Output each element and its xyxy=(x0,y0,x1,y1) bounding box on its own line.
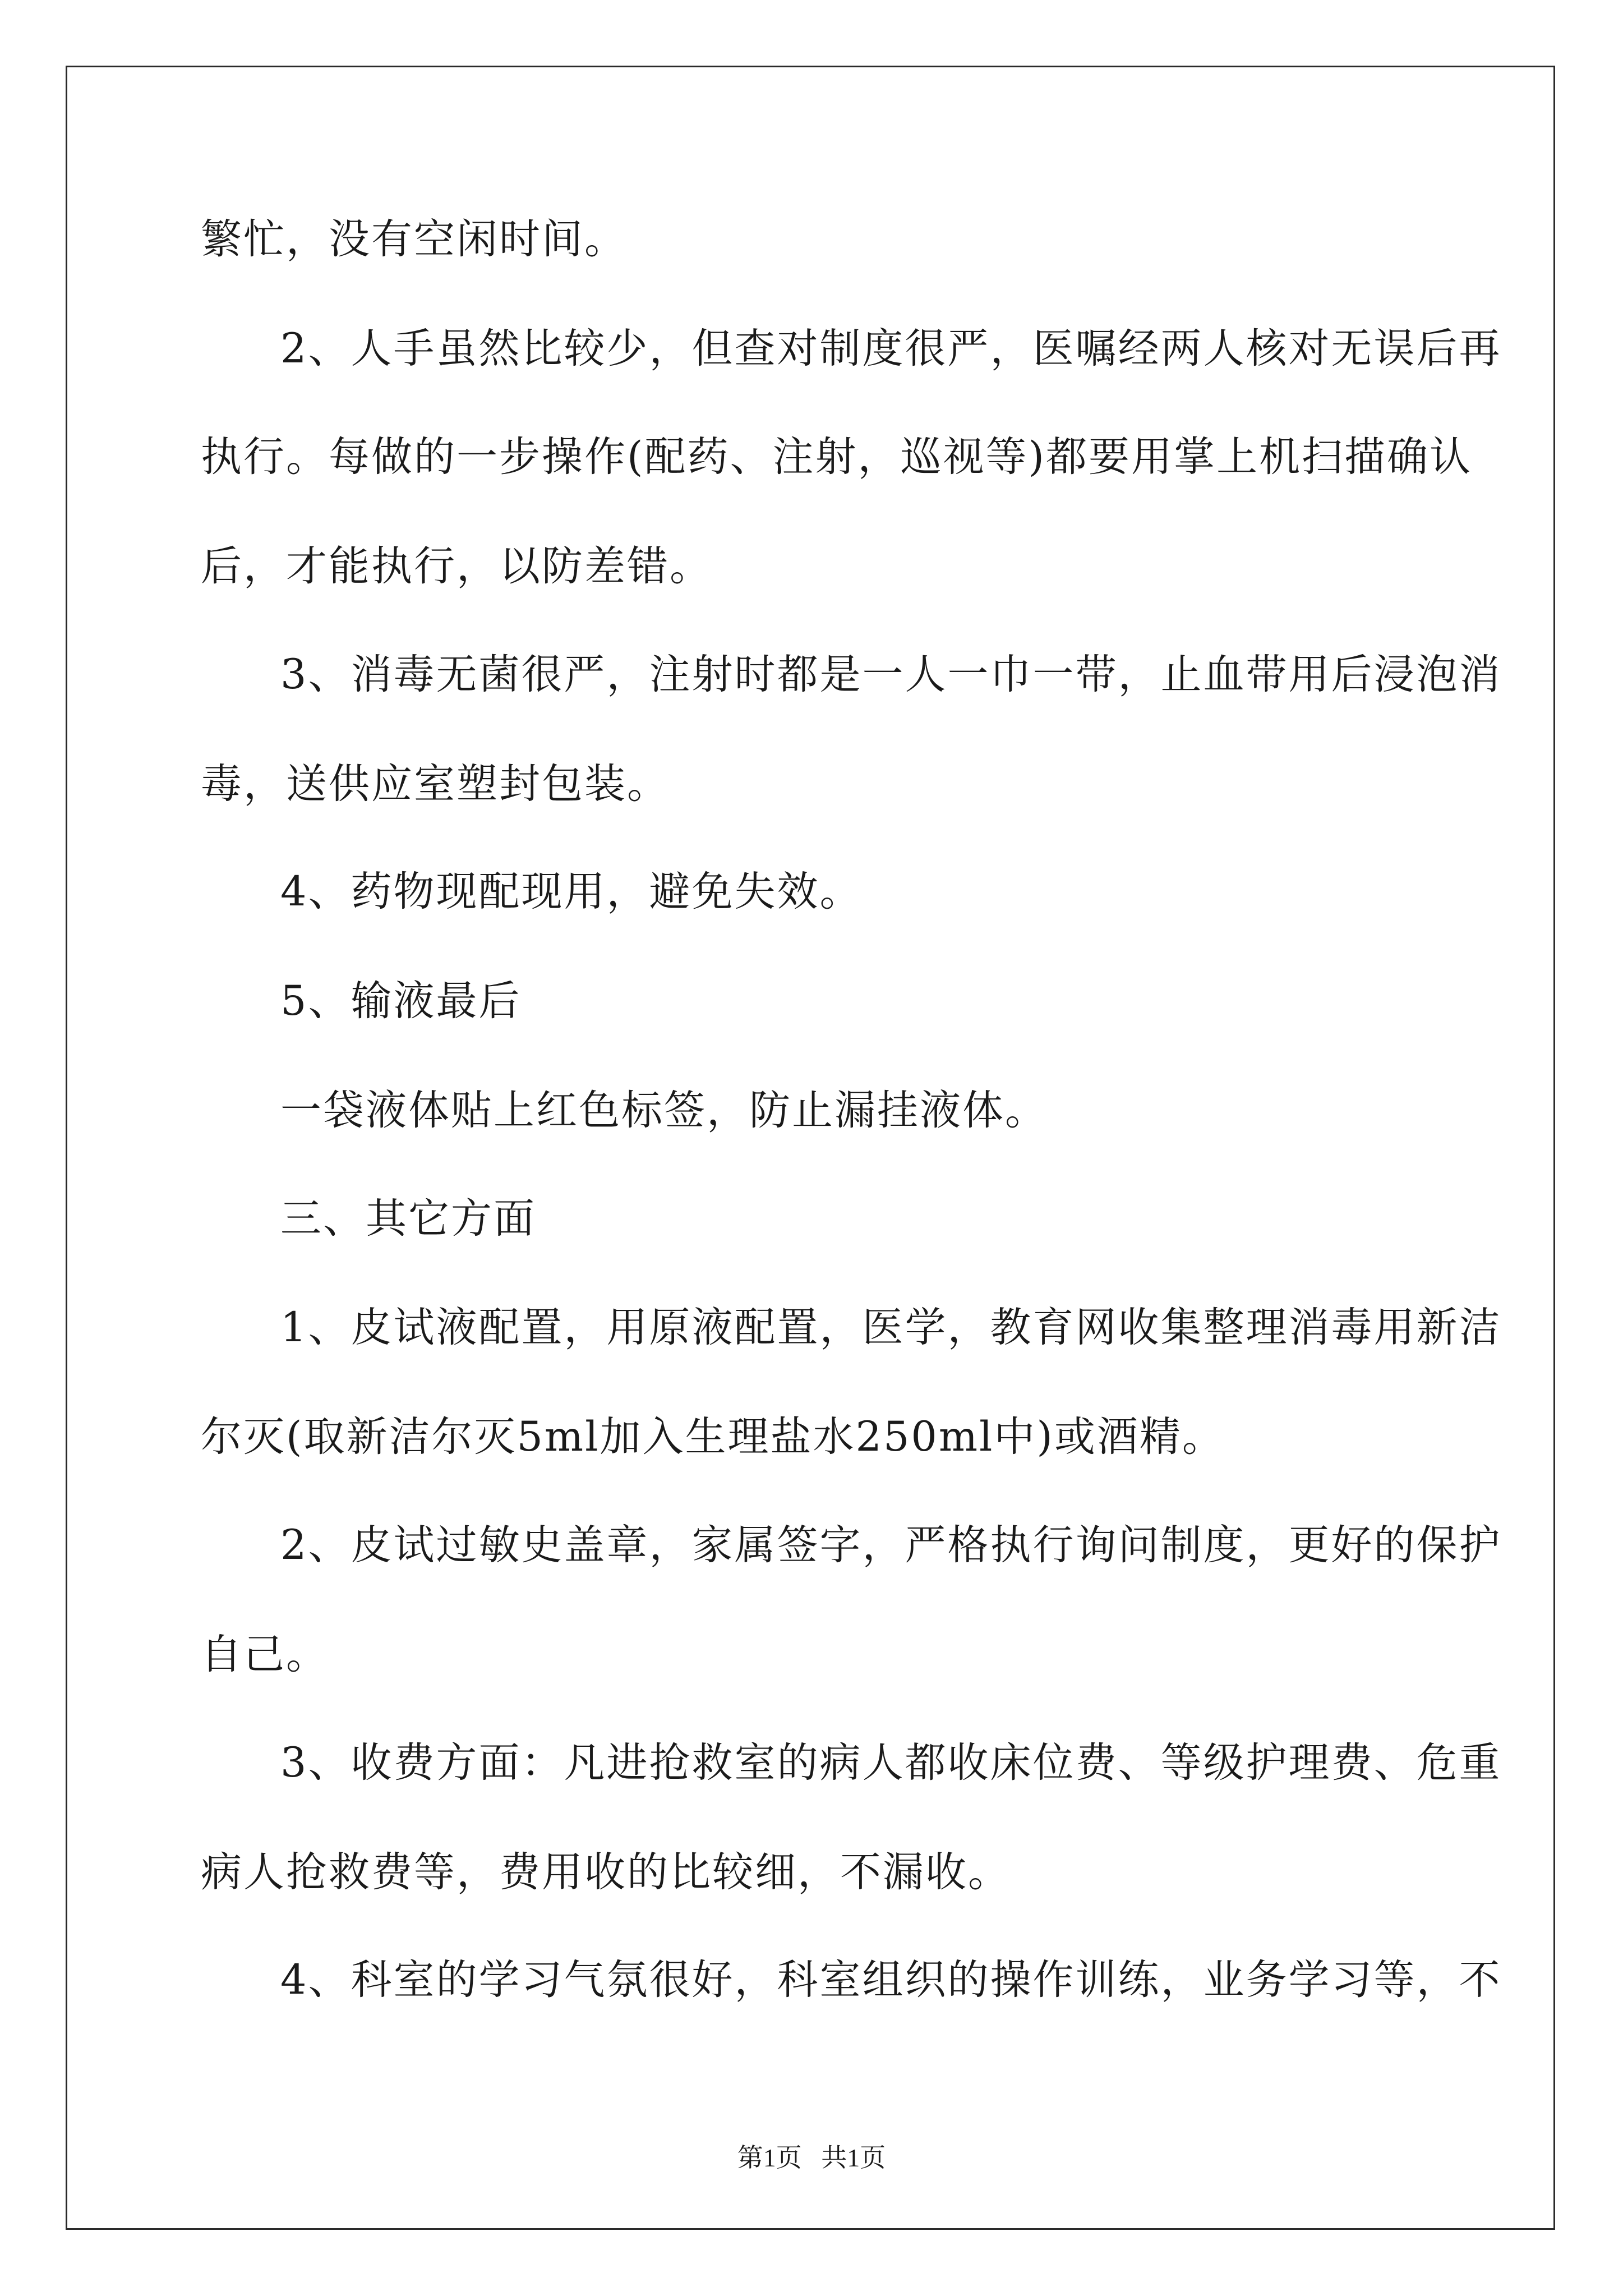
text-line: 自己。 xyxy=(201,1631,329,1678)
text-line: 毒，送供应室塑封包装。 xyxy=(201,760,670,808)
text-line: 尔灭(取新洁尔灭5ml加入生理盐水250ml中)或酒精。 xyxy=(201,1413,1225,1461)
text-line: 4、药物现配现用，避免失效。 xyxy=(280,868,863,915)
text-line: 2、皮试过敏史盖章，家属签字，严格执行询问制度，更好的保护 xyxy=(280,1521,1502,1569)
text-line: 执行。每做的一步操作(配药、注射，巡视等)都要用掌上机扫描确认 xyxy=(201,433,1472,481)
page-number: 第1页 共1页 xyxy=(737,2143,886,2172)
text-line: 病人抢救费等，费用收的比较细，不漏收。 xyxy=(201,1848,1011,1896)
page-border xyxy=(66,66,1555,2230)
text-line: 一袋液体贴上红色标签，防止漏挂液体。 xyxy=(280,1087,1048,1134)
text-line: 3、收费方面：凡进抢救室的病人都收床位费、等级护理费、危重 xyxy=(280,1739,1502,1787)
text-line: 1、皮试液配置，用原液配置，医学，教育网收集整理消毒用新洁 xyxy=(280,1304,1502,1351)
text-line: 后，才能执行，以防差错。 xyxy=(201,542,712,590)
text-line: 5、输液最后 xyxy=(280,977,522,1025)
section-heading: 三、其它方面 xyxy=(280,1195,536,1243)
text-line: 3、消毒无菌很严，注射时都是一人一巾一带，止血带用后浸泡消 xyxy=(280,651,1502,698)
text-line: 4、科室的学习气氛很好，科室组织的操作训练，业务学习等，不 xyxy=(280,1956,1502,2004)
text-line: 繁忙，没有空闲时间。 xyxy=(201,215,627,263)
text-line: 2、人手虽然比较少，但查对制度很严，医嘱经两人核对无误后再 xyxy=(280,325,1502,372)
